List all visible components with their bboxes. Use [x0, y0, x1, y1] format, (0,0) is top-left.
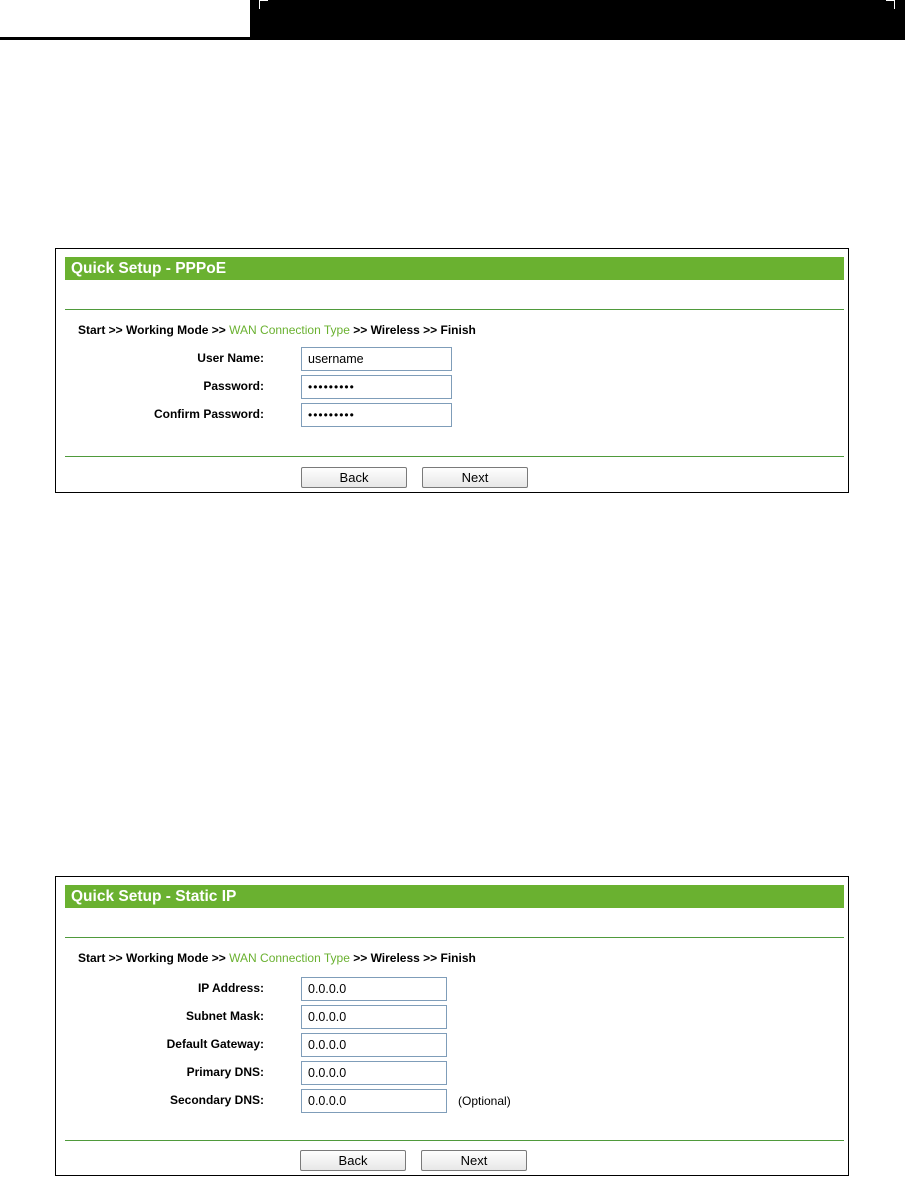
divider-top: [65, 309, 844, 310]
user-name-input[interactable]: [301, 347, 452, 371]
user-name-label: User Name:: [197, 351, 264, 365]
breadcrumb-prefix: Start >> Working Mode >>: [78, 951, 230, 965]
confirm-password-row: [56, 403, 848, 427]
header-corner-mark-right: [886, 0, 895, 9]
ip-address-label: IP Address:: [197, 981, 264, 995]
primary-dns-label: Primary DNS:: [186, 1065, 264, 1079]
confirm-password-label: Confirm Password:: [153, 407, 264, 421]
back-button[interactable]: Back: [300, 1150, 406, 1171]
ip-address-row: [56, 977, 848, 1001]
breadcrumb-active-step: WAN Connection Type: [229, 951, 350, 965]
divider-bottom: [65, 1140, 844, 1141]
secondary-dns-label: Secondary DNS:: [169, 1093, 264, 1107]
breadcrumb: [78, 951, 476, 965]
ip-address-input[interactable]: [301, 977, 447, 1001]
primary-dns-input[interactable]: [301, 1061, 447, 1085]
header-corner-mark-left: [259, 0, 268, 9]
subnet-mask-label: Subnet Mask:: [185, 1009, 264, 1023]
secondary-dns-row: [56, 1089, 848, 1113]
secondary-dns-input[interactable]: [301, 1089, 447, 1113]
default-gateway-row: [56, 1033, 848, 1057]
breadcrumb-prefix: Start >> Working Mode >>: [78, 323, 230, 337]
back-button[interactable]: Back: [301, 467, 407, 488]
user-name-row: [56, 347, 848, 371]
static-ip-panel: [55, 876, 849, 1176]
subnet-mask-input[interactable]: [301, 1005, 447, 1029]
optional-note: (Optional): [458, 1094, 511, 1108]
header-rule: [0, 37, 905, 40]
password-label: Password:: [203, 379, 264, 393]
pppoe-panel-title: Quick Setup - PPPoE: [65, 257, 844, 280]
primary-dns-row: [56, 1061, 848, 1085]
header-bar: [250, 0, 905, 38]
static-ip-panel-title: Quick Setup - Static IP: [65, 885, 844, 908]
default-gateway-label: Default Gateway:: [166, 1037, 264, 1051]
confirm-password-input[interactable]: [301, 403, 452, 427]
breadcrumb-suffix: >> Wireless >> Finish: [349, 951, 476, 965]
next-button[interactable]: Next: [422, 467, 528, 488]
password-input[interactable]: [301, 375, 452, 399]
header-left-area: [0, 0, 250, 38]
breadcrumb-suffix: >> Wireless >> Finish: [349, 323, 476, 337]
divider-top: [65, 937, 844, 938]
default-gateway-input[interactable]: [301, 1033, 447, 1057]
next-button[interactable]: Next: [421, 1150, 527, 1171]
subnet-mask-row: [56, 1005, 848, 1029]
password-row: [56, 375, 848, 399]
pppoe-panel: [55, 248, 849, 493]
breadcrumb: [78, 323, 476, 337]
breadcrumb-active-step: WAN Connection Type: [229, 323, 350, 337]
divider-bottom: [65, 456, 844, 457]
